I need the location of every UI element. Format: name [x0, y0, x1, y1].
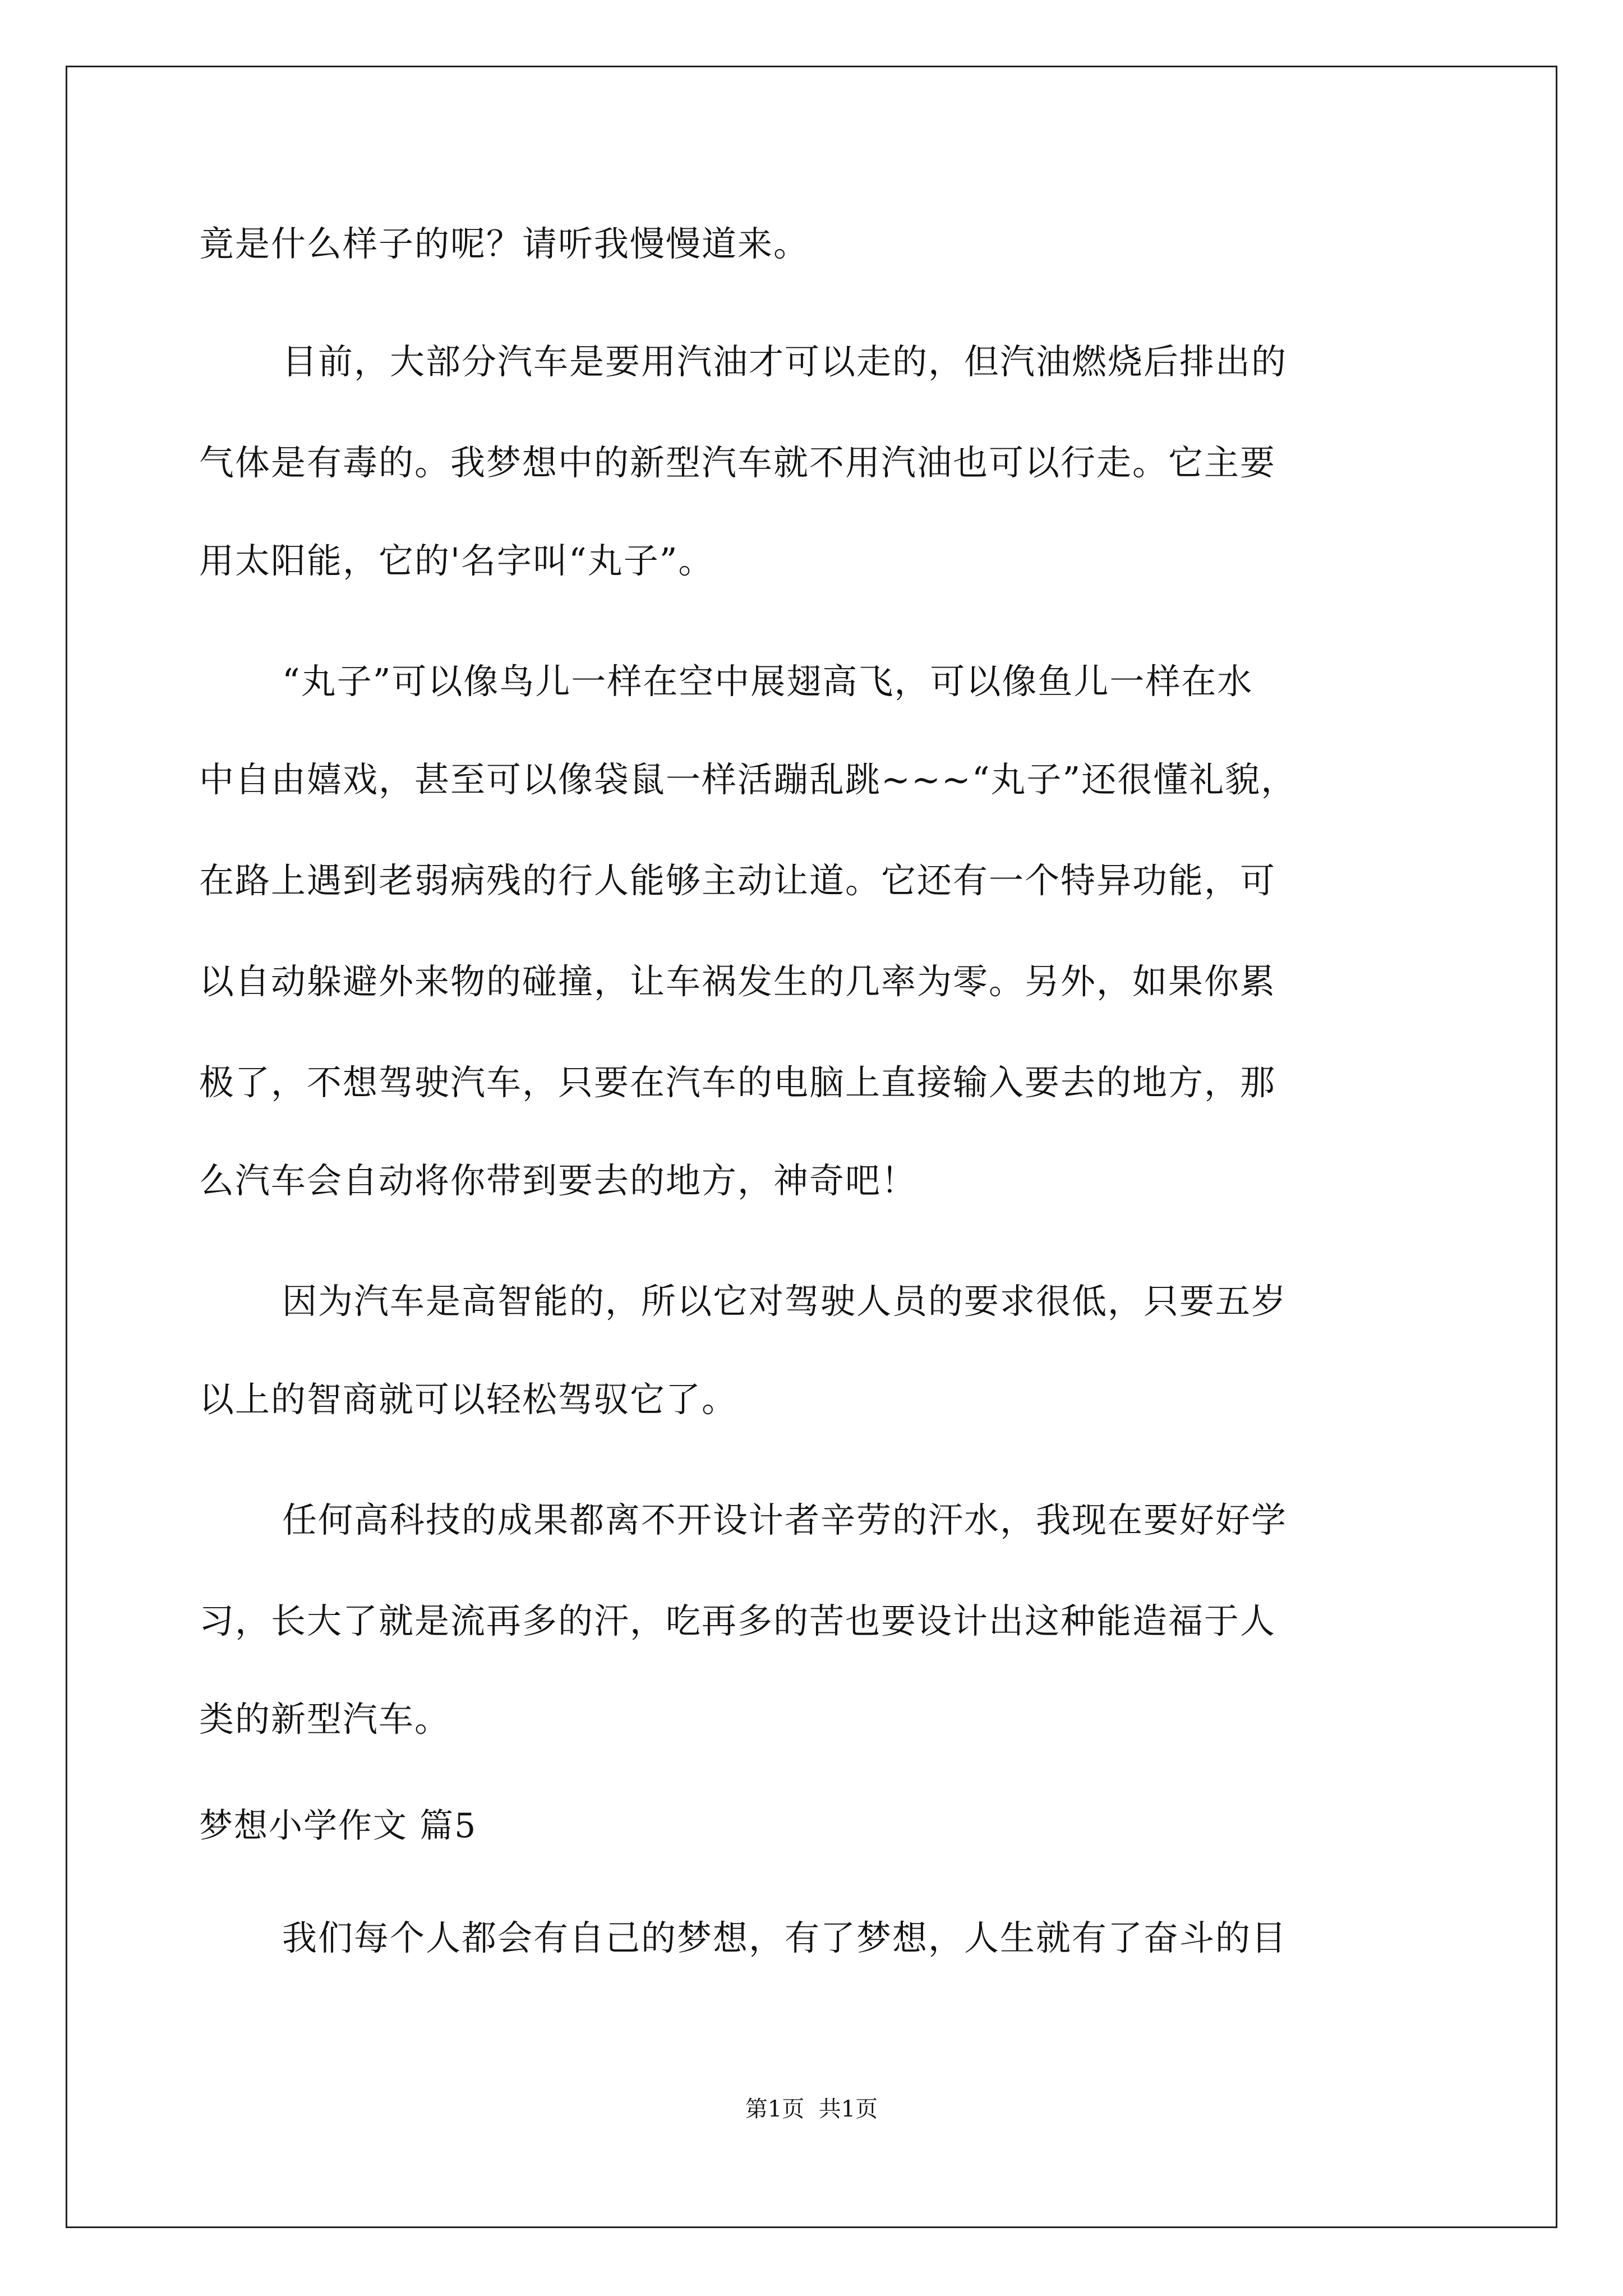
text-line: 极了，不想驾驶汽车，只要在汽车的电脑上直接输入要去的地方，那 — [199, 1062, 1276, 1103]
page-footer: 第1页 共1页 — [745, 2096, 878, 2122]
paragraph-start-line: 我们每个人都会有自己的梦想，有了梦想，人生就有了奋斗的目 — [282, 1917, 1288, 1958]
paragraph-start-line: “丸子”可以像鸟儿一样在空中展翅高飞，可以像鱼儿一样在水 — [282, 661, 1253, 702]
text-line: 习，长大了就是流再多的汗，吃再多的苦也要设计出这种能造福于人 — [199, 1600, 1276, 1641]
text-line: 在路上遇到老弱病残的行人能够主动让道。它还有一个特异功能，可 — [199, 860, 1276, 901]
paragraph-start-line: 任何高科技的成果都离不开设计者辛劳的汗水，我现在要好好学 — [282, 1499, 1288, 1540]
text-line: 以上的智商就可以轻松驾驭它了。 — [199, 1379, 738, 1420]
text-line: 竟是什么样子的呢？请听我慢慢道来。 — [199, 223, 810, 264]
text-line: 类的新型汽车。 — [199, 1699, 451, 1740]
page-border — [66, 66, 1557, 2228]
text-line: 以自动躲避外来物的碰撞，让车祸发生的几率为零。另外，如果你累 — [199, 961, 1276, 1002]
text-line: 么汽车会自动将你带到要去的地方，神奇吧！ — [199, 1160, 917, 1201]
paragraph-start-line: 目前，大部分汽车是要用汽油才可以走的，但汽油燃烧后排出的 — [282, 341, 1288, 382]
text-line: 中自由嬉戏，甚至可以像袋鼠一样活蹦乱跳~~~“丸子”还很懂礼貌， — [199, 759, 1297, 800]
paragraph-start-line: 因为汽车是高智能的，所以它对驾驶人员的要求很低，只要五岁 — [282, 1281, 1288, 1322]
text-line: 用太阳能，它的'名字叫“丸子”。 — [199, 540, 714, 581]
section-heading: 梦想小学作文 篇5 — [199, 1806, 477, 1846]
text-line: 气体是有毒的。我梦想中的新型汽车就不用汽油也可以行走。它主要 — [199, 442, 1276, 483]
